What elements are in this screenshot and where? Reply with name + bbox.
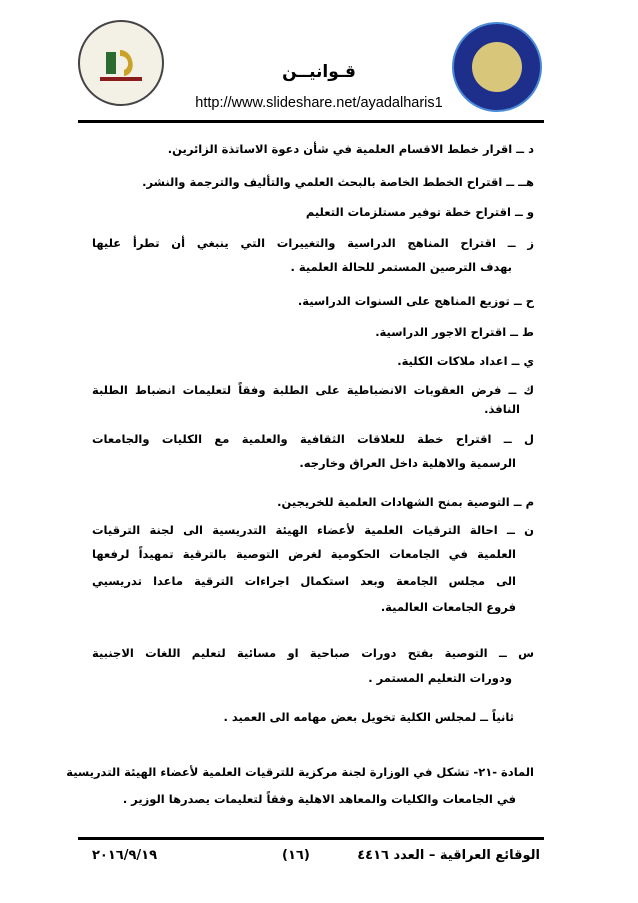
text-line: و ــ اقتراح خطة توفير مستلزمات التعليم	[305, 205, 534, 219]
text-line: س ــ التوصية بفتح دورات صباحية او مسائية لتعليم اللغات الاجنبية	[92, 646, 534, 660]
text-line: د ــ اقرار خطط الاقسام العلمية في شأن دعوة الاساتذة الزائرين.	[167, 142, 534, 156]
text-line: المادة -٢١- تشكل في الوزارة لجنة مركزية للترقيات العلمية لأعضاء الهيئة التدريسية	[66, 765, 534, 779]
text-line: ز ــ اقتراح المناهج الدراسية والتغييرات التي ينبغي أن تطرأ عليها	[92, 236, 534, 250]
text-line: ن ــ احالة الترقيات العلمية لأعضاء الهيئة التدريسية الى لجنة الترقيات	[92, 523, 534, 537]
text-line: ط ــ اقتراح الاجور الدراسية.	[375, 325, 534, 339]
text-line: فروع الجامعات العالمية.	[380, 600, 516, 614]
source-url: http://www.slideshare.net/ayadalharis1	[195, 95, 443, 111]
text-line: م ــ التوصية بمنح الشهادات العلمية للخريجين.	[277, 495, 534, 509]
text-line: في الجامعات والكليات والمعاهد الاهلية وفقاً لتعليمات يصدرها الوزير .	[122, 792, 516, 806]
text-line: النافذ.	[484, 402, 520, 416]
text-line: العلمية في الجامعات الحكومية لغرض التوصية بالترقية تمهيداً لرفعها	[92, 547, 516, 561]
footer-divider	[78, 837, 544, 840]
text-line: ح ــ توزيع المناهج على السنوات الدراسية.	[297, 294, 534, 308]
text-line: الى مجلس الجامعة وبعد استكمال اجراءات الترقية ماعدا تدريسيي	[92, 574, 516, 588]
text-line: الرسمية والاهلية داخل العراق وخارجه.	[299, 456, 516, 470]
page-title: قـوانيــن	[282, 62, 356, 82]
text-line: ثانياً ــ لمجلس الكلية تخويل بعض مهامه الى العميد .	[223, 710, 514, 724]
page-number: (١٦)	[282, 848, 310, 863]
text-line: ي ــ اعداد ملاكات الكلية.	[397, 354, 534, 368]
issue-date: ٢٠١٦/٩/١٩	[92, 848, 158, 863]
text-line: بهدف الترصين المستمر للحالة العلمية .	[290, 260, 512, 274]
text-line: ل ــ اقتراح خطة للعلاقات الثقافية والعلمية مع الكليات والجامعات	[92, 432, 534, 446]
page-footer	[92, 848, 540, 870]
text-line: ودورات التعليم المستمر .	[368, 671, 512, 685]
issue-number: الوقائع العراقية – العدد ٤٤١٦	[357, 848, 540, 863]
page-header	[0, 0, 638, 125]
header-divider	[78, 120, 544, 123]
text-line: ك ــ فرض العقوبات الانضباطية على الطلبة وفقاً لتعليمات انضباط الطلبة	[92, 383, 534, 397]
text-line: هــ ــ اقتراح الخطط الخاصة بالبحث العلمي والتأليف والترجمة والنشر.	[142, 175, 534, 189]
